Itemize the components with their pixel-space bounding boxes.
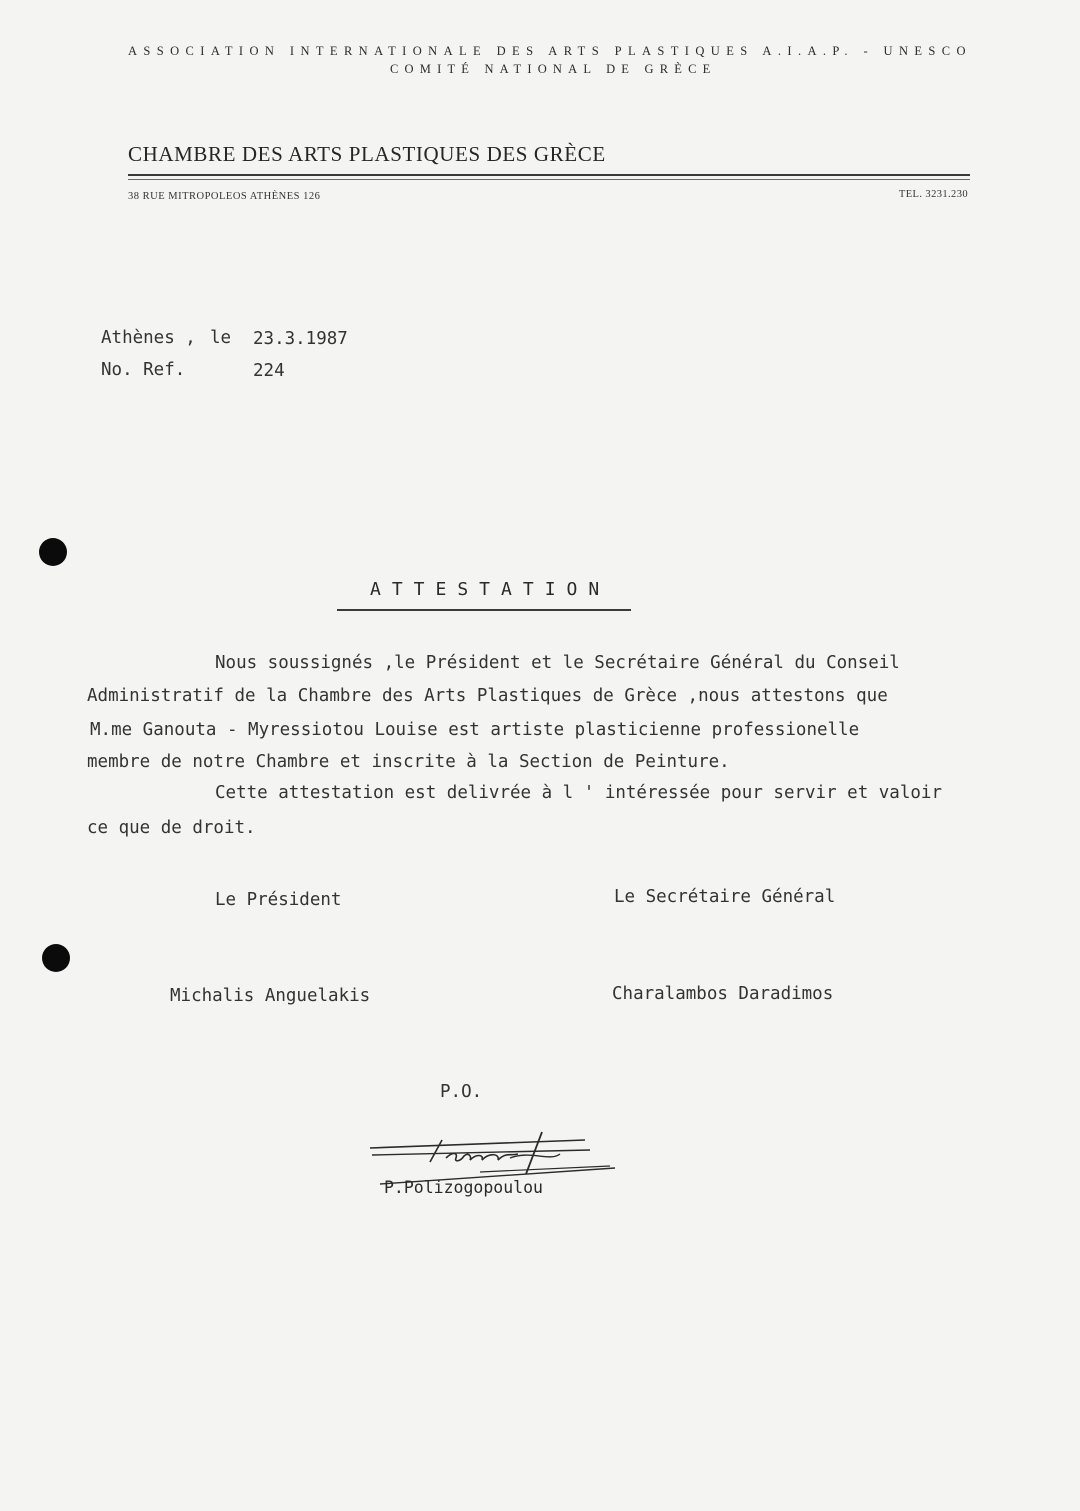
title-underline	[337, 609, 631, 611]
letterhead-rule	[128, 174, 970, 176]
punch-hole-top	[39, 538, 67, 566]
president-name: Michalis Anguelakis	[170, 986, 371, 1006]
body-line: Nous soussignés ,le Président et le Secrétaire Général du Conseil	[215, 653, 900, 673]
chamber-title: CHAMBRE DES ARTS PLASTIQUES DES GRÈCE	[128, 142, 606, 166]
signatory-name: P.Polizogopoulou	[384, 1178, 543, 1197]
date-prefix: le	[210, 328, 232, 348]
reference-number: 224	[253, 361, 285, 381]
association-line: ASSOCIATION INTERNATIONALE DES ARTS PLASTIQUES A.I.A.P. - UNESCO	[128, 44, 972, 58]
body-line: membre de notre Chambre et inscrite à la Section de Peinture.	[87, 752, 730, 772]
committee-line: COMITÉ NATIONAL DE GRÈCE	[390, 62, 717, 76]
date: 23.3.1987	[253, 329, 348, 349]
president-label: Le Président	[215, 890, 342, 910]
address: 38 RUE MITROPOLEOS ATHÈNES 126	[128, 191, 321, 202]
secretary-name: Charalambos Daradimos	[612, 984, 834, 1004]
body-line: M.me Ganouta - Myressiotou Louise est artiste plasticienne professionelle	[90, 720, 860, 740]
body-line: Cette attestation est delivrée à l ' intéressée pour servir et valoir	[215, 783, 942, 803]
place: Athènes ,	[101, 328, 196, 348]
punch-hole-bottom	[42, 944, 70, 972]
document-title: ATTESTATION	[370, 579, 611, 600]
body-line: Administratif de la Chambre des Arts Plastiques de Grèce ,nous attestons que	[87, 686, 888, 706]
body-line: ce que de droit.	[87, 818, 256, 838]
secretary-label: Le Secrétaire Général	[614, 887, 836, 907]
reference-label: No. Ref.	[101, 360, 186, 380]
per-procurationem: P.O.	[440, 1082, 483, 1102]
letterhead-rule-thin	[128, 179, 970, 180]
telephone: TEL. 3231.230	[898, 189, 968, 200]
